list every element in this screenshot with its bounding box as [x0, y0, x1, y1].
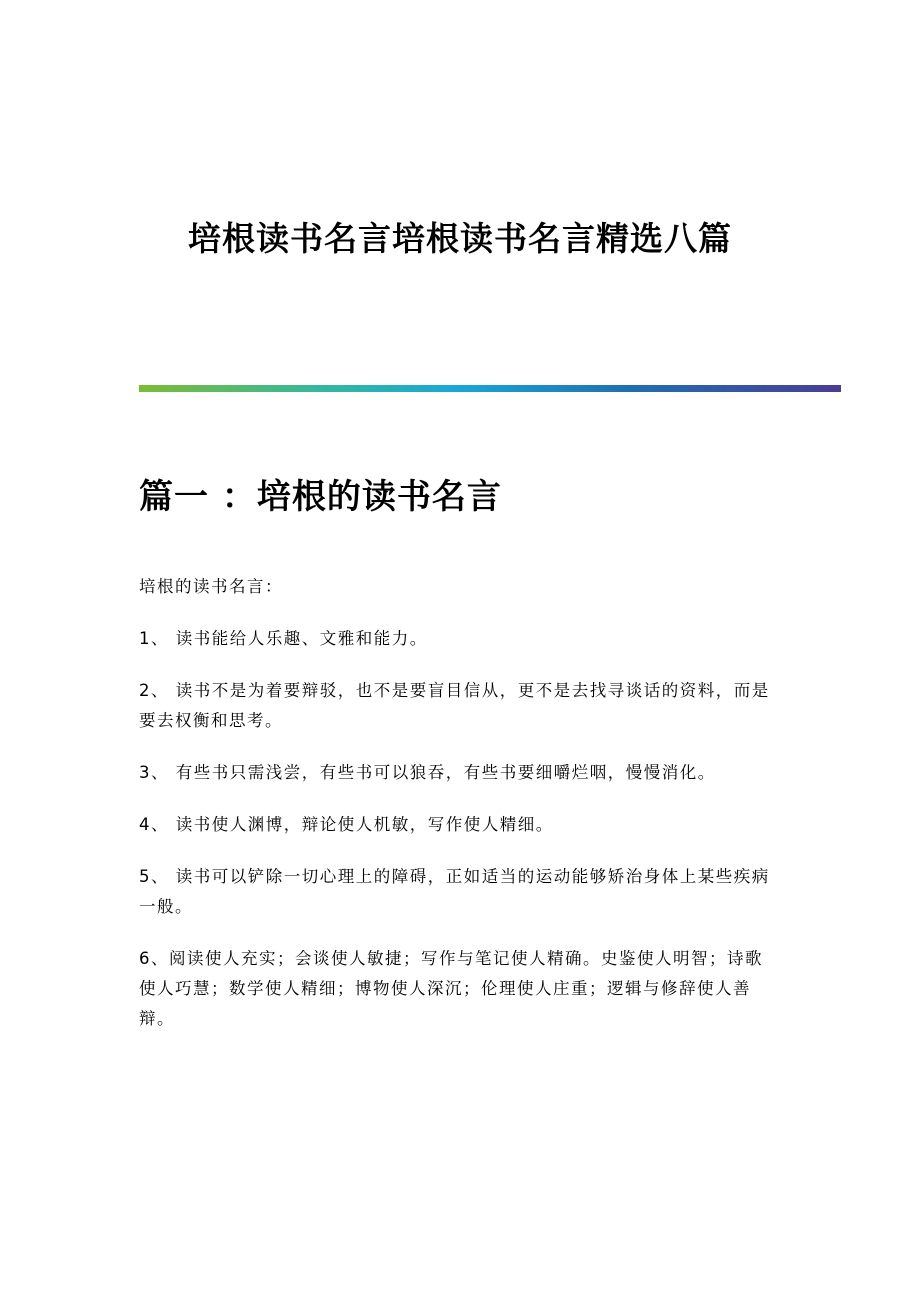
title-divider — [139, 385, 841, 392]
section-heading: 篇一 ：培根的读书名言 — [139, 477, 502, 517]
paragraph-intro: 培根的读书名言： — [139, 577, 283, 596]
paragraph-quote-4: 4、 读书使人渊博，辩论使人机敏，写作使人精细。 — [139, 815, 554, 834]
paragraph-quote-6: 6、阅读使人充实；会谈使人敏捷；写作与笔记使人精确。史鉴使人明智；诗歌使人巧慧；数学使人精细；博物使人深沉；伦理使人庄重；逻辑与修辞使人善辩。 — [139, 949, 763, 1028]
paragraph-quote-2: 2、 读书不是为着要辩驳，也不是要盲目信从，更不是去找寻谈话的资料，而是要去权衡和思考。 — [139, 681, 770, 730]
paragraph-quote-3: 3、 有些书只需浅尝，有些书可以狼吞，有些书要细嚼烂咽，慢慢消化。 — [139, 763, 716, 782]
paragraph-quote-1: 1、 读书能给人乐趣、文雅和能力。 — [139, 629, 428, 648]
paragraph-quote-5: 5、 读书可以铲除一切心理上的障碍，正如适当的运动能够矫治身体上某些疾病一般。 — [139, 867, 770, 916]
document-title: 培根读书名言培根读书名言精选八篇 — [188, 219, 732, 258]
document-body — [139, 572, 779, 1056]
